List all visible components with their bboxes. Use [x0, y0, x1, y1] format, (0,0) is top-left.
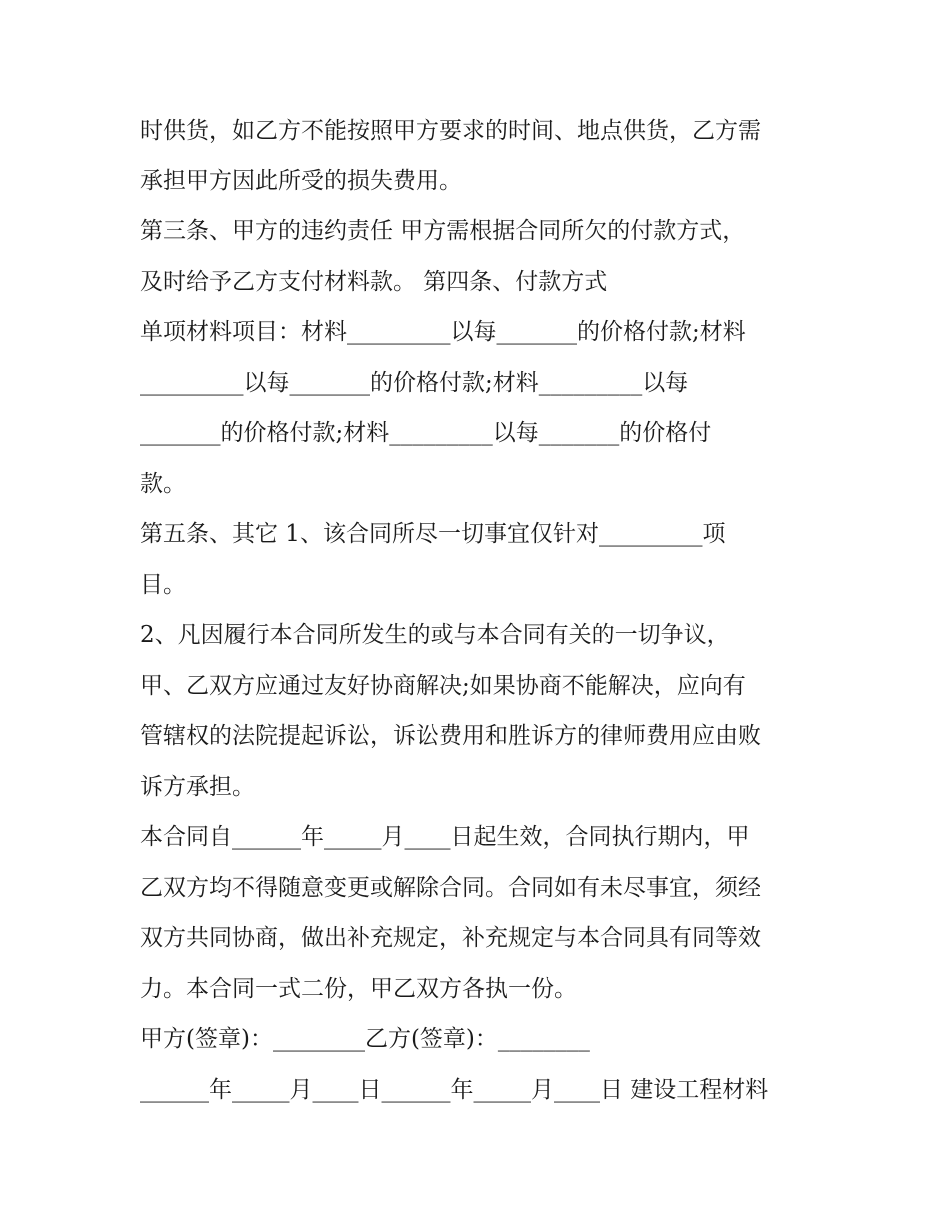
text-line: 甲方(签章)：________乙方(签章)：________ [140, 1026, 590, 1052]
text-line: 2、凡因履行本合同所发生的或与本合同有关的一切争议， [140, 622, 730, 648]
text-line: 甲、乙双方应通过友好协商解决;如果协商不能解决，应向有 [140, 673, 746, 699]
text-line: 力。本合同一式二份，甲乙双方各执一份。 [140, 976, 577, 1002]
text-line: 款。 [140, 471, 186, 497]
text-line: 乙双方均不得随意变更或解除合同。合同如有未尽事宜，须经 [140, 875, 761, 901]
text-line: 目。 [140, 572, 186, 598]
text-line: 时供货，如乙方不能按照甲方要求的时间、地点供货，乙方需 [140, 118, 761, 144]
text-line: _________以每_______的价格付款;材料_________以每 [140, 370, 689, 396]
text-line: _______的价格付款;材料_________以每_______的价格付 [140, 420, 712, 446]
text-line: 承担甲方因此所受的损失费用。 [140, 168, 462, 194]
text-line: 第五条、其它 1、该合同所尽一切事宜仅针对_________项 [140, 521, 726, 547]
text-line: 诉方承担。 [140, 774, 255, 800]
text-line: 及时给予乙方支付材料款。 第四条、付款方式 [140, 269, 608, 295]
text-line: 单项材料项目：材料_________以每_______的价格付款;材料 [140, 319, 746, 345]
text-line: ______年_____月____日______年_____月____日 建设工程材料 [140, 1077, 769, 1103]
text-line: 管辖权的法院提起诉讼，诉讼费用和胜诉方的律师费用应由败 [140, 723, 761, 749]
text-line: 第三条、甲方的违约责任 甲方需根据合同所欠的付款方式， [140, 218, 746, 244]
text-line: 双方共同协商，做出补充规定，补充规定与本合同具有同等效 [140, 925, 761, 951]
text-line: 本合同自______年_____月____日起生效，合同执行期内，甲 [140, 824, 750, 850]
